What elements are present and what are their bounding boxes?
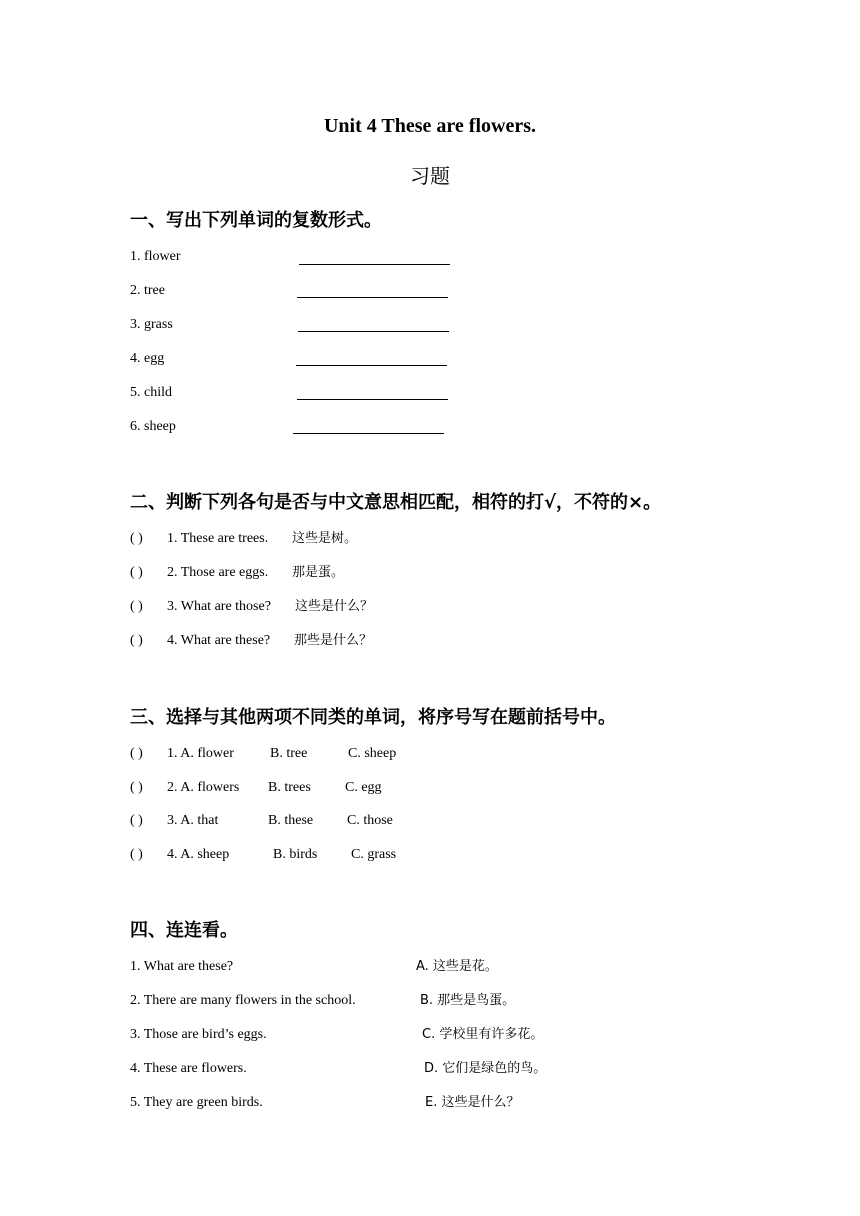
match-left-4[interactable]: 4. These are flowers. [130,1061,247,1076]
section2-paren-3[interactable]: ( ) [130,599,143,614]
section3-paren-2[interactable]: ( ) [130,780,143,795]
section2-paren-1[interactable]: ( ) [130,531,143,546]
section3-option-c-1: C. sheep [348,746,397,761]
answer-blank-3[interactable] [298,331,449,332]
section3-option-b-1: B. tree [270,746,308,761]
answer-blank-2[interactable] [297,297,448,298]
match-right-2[interactable]: B. 那些是鸟蛋。 [420,993,516,1008]
answer-blank-5[interactable] [297,399,448,400]
match-right-4[interactable]: D. 它们是绿色的鸟。 [424,1061,547,1076]
match-left-1[interactable]: 1. What are these? [130,959,234,974]
section3-option-a-3: 3. A. that [167,813,219,828]
section2-paren-4[interactable]: ( ) [130,633,143,648]
section2-paren-2[interactable]: ( ) [130,565,143,580]
section3-heading: 三、选择与其他两项不同类的单词，将序号写在题前括号中。 [130,707,616,728]
match-right-5[interactable]: E. 这些是什么？ [425,1095,520,1110]
section2-sentence-1: 1. These are trees. [167,531,269,546]
match-right-3[interactable]: C. 学校里有许多花。 [422,1027,544,1042]
section1-item-2: 2. tree [130,283,165,298]
section1-heading: 一、写出下列单词的复数形式。 [130,210,382,231]
section1-item-5: 5. child [130,385,172,400]
section2-heading: 二、判断下列各句是否与中文意思相匹配，相符的打√，不符的×。 [130,492,662,513]
match-left-3[interactable]: 3. Those are bird’s eggs. [130,1027,267,1042]
section3-option-a-4: 4. A. sheep [167,847,230,862]
page-subtitle: 习题 [410,164,450,188]
section3-option-a-2: 2. A. flowers [167,780,240,795]
answer-blank-6[interactable] [293,433,444,434]
match-right-1[interactable]: A. 这些是花。 [416,959,498,974]
section3-option-b-2: B. trees [268,780,311,795]
answer-blank-4[interactable] [296,365,447,366]
section2-chinese-4: 那些是什么？ [294,633,373,648]
section2-chinese-3: 这些是什么？ [295,599,374,614]
section3-option-c-3: C. those [347,813,393,828]
section2-sentence-4: 4. What are these? [167,633,271,648]
section2-chinese-1: 这些是树。 [292,531,358,546]
section3-option-c-2: C. egg [345,780,382,795]
section3-paren-4[interactable]: ( ) [130,847,143,862]
section2-sentence-2: 2. Those are eggs. [167,565,269,580]
answer-blank-1[interactable] [299,264,450,265]
section3-option-a-1: 1. A. flower [167,746,234,761]
page-title: Unit 4 These are flowers. [323,115,536,137]
section3-option-c-4: C. grass [351,847,397,862]
section3-option-b-3: B. these [268,813,314,828]
section3-paren-3[interactable]: ( ) [130,813,143,828]
match-left-2[interactable]: 2. There are many flowers in the school. [130,993,356,1008]
match-left-5[interactable]: 5. They are green birds. [130,1095,263,1110]
section3-option-b-4: B. birds [273,847,318,862]
section3-paren-1[interactable]: ( ) [130,746,143,761]
section1-item-3: 3. grass [130,317,173,332]
section2-sentence-3: 3. What are those? [167,599,271,614]
section1-item-6: 6. sheep [130,419,176,434]
section1-item-4: 4. egg [130,351,165,366]
section4-heading: 四、连连看。 [130,920,238,941]
section1-item-1: 1. flower [130,249,181,264]
section2-chinese-2: 那是蛋。 [292,565,345,580]
